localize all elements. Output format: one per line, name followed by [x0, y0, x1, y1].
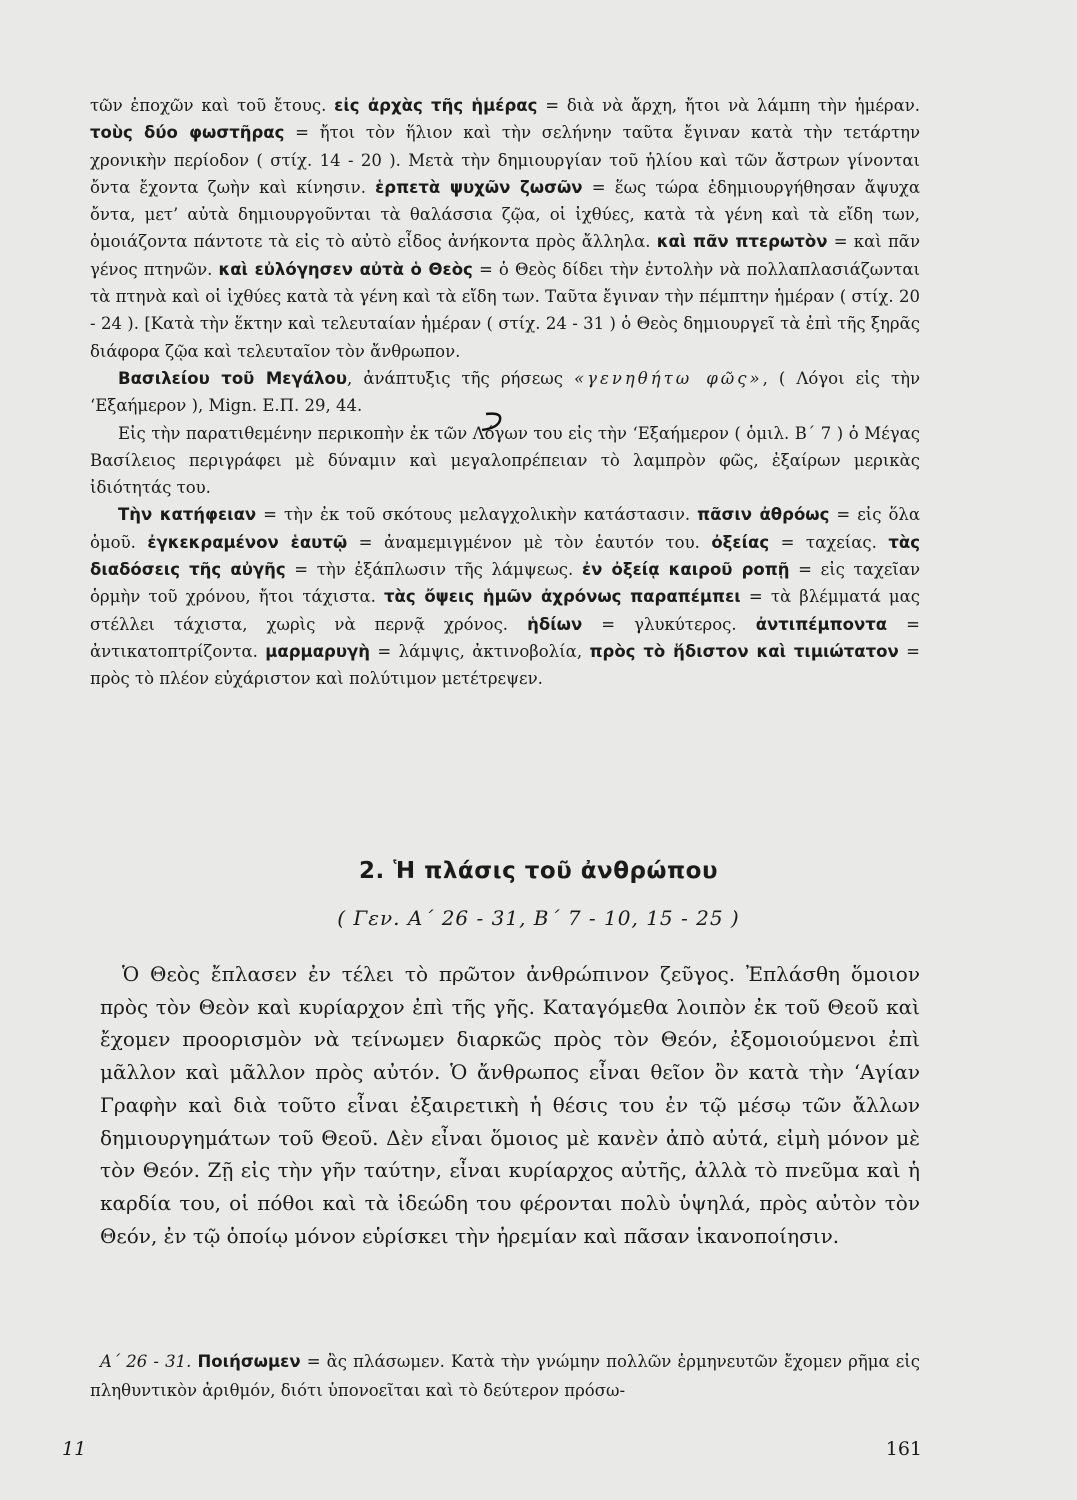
text-run: = λάμψις, ἀκτινοβολία, [369, 641, 590, 661]
section-heading: 2. Ἡ πλάσις τοῦ ἀνθρώπου [359, 858, 718, 884]
commentary-paragraph-1 [90, 92, 920, 365]
lemma: καὶ πᾶν πτερωτὸν [656, 232, 828, 252]
verse-commentary [90, 1348, 920, 1405]
lemma: καὶ εὐλόγησεν αὐτὰ ὁ Θεὸς [218, 259, 473, 279]
lemma: ἡδίων [527, 614, 583, 634]
text-run: , ἀνάπτυξις τῆς ρήσεως [347, 368, 575, 388]
text-run: = πρὸς τὸ πλέον εὐχάριστον καὶ πολύτιμον μετέτρεψεν. [90, 641, 920, 689]
lemma: τὰς διαδόσεις τῆς αὐγῆς [90, 532, 920, 580]
signature-mark: 11 [62, 1438, 87, 1460]
lemma: πᾶσιν ἀθρόως [697, 505, 830, 525]
text-run: = καὶ πᾶν γένος πτηνῶν. [90, 232, 920, 279]
text-run: = εἰς ταχεῖαν ὁρμὴν τοῦ χρόνου, ἤτοι τάχιστα. [90, 560, 921, 607]
lemma: ἑρπετὰ ψυχῶν ζωσῶν [375, 177, 583, 197]
scripture-reference: ( Γεν. Α΄ 26 - 31, Β΄ 7 - 10, 15 - 25 ) [337, 906, 740, 930]
lemma: Τὴν κατήφειαν [118, 505, 257, 525]
text-run: = ἂς πλάσωμεν. Κατὰ τὴν γνώμην πολλῶν ἑρμηνευτῶν ἔχομεν ρῆμα εἰς πληθυντικὸν ἀριθμόν, διότι ὑπονοεῖται καὶ τὸ δεύτερον πρόσω- [90, 1352, 921, 1400]
text-run: = γλυκύτερος. [582, 614, 756, 634]
main-paragraph: Ὁ Θεὸς ἔπλασεν ἐν τέλει τὸ πρῶτον ἀνθρώπινον ζεῦγος. Ἐπλάσθη ὅμοιον πρὸς τὸν Θεὸν καὶ κυρίαρχον ἐπὶ τῆς γῆς. Καταγόμεθα λοιπὸν ἐκ τοῦ Θεοῦ καὶ ἔχομεν προορισμὸν νὰ τείνωμεν διαρκῶς πρὸς τὸν Θεόν, ἐξομοιούμενοι ἐπὶ μᾶλλον καὶ μᾶλλον πρὸς αὐτόν. Ὁ ἄνθρωπος εἶναι θεῖον ὂν κατὰ τὴν ‘Αγίαν Γραφὴν καὶ διὰ τοῦτο εἶναι ἐξαιρετικὴ ἡ θέσις του ἐν τῷ μέσῳ τῶν ἄλλων δημιουργημάτων τοῦ Θεοῦ. Δὲν εἶναι ὅμοιος μὲ κανὲν ἀπὸ αὐτά, εἰμὴ μόνον μὲ τὸν Θεόν. Ζῇ εἰς τὴν γῆν ταύτην, εἶναι κυρίαρχος αὐτῆς, ἀλλὰ τὸ πνεῦμα καὶ ἡ καρδία του, οἱ πόθοι καὶ τὰ ἰδεώδη του φέρονται πολὺ ὑψηλά, πρὸς αὐτὸν τὸν Θεόν, ἐν τῷ ὁποίῳ μόνον εὑρίσκει τὴν ἠρεμίαν καὶ πᾶσαν ἱκανοποίησιν. [100, 962, 920, 1248]
lemma: ἀντιπέμποντα [755, 614, 888, 634]
text-run: = τὴν ἐξάπλωσιν τῆς λάμψεως. [285, 560, 582, 580]
text-run: = τὰ βλέμματά μας στέλλει τάχιστα, χωρὶς νὰ περνᾷ χρόνος. [90, 587, 920, 634]
text-run: = ἀντικατοπτρίζοντα. [90, 614, 920, 661]
notes-block [90, 92, 920, 693]
text-run: = ἕως τώρα ἐδημιουργήθησαν ἄψυχα ὄντα, μετ’ αὐτὰ δημιουργοῦνται τὰ θαλάσσια ζῷα, οἱ ἰχθύες, κατὰ τὰ γένη καὶ τὰ εἴδη των, ὁμοιάζοντα πάντοτε τὰ εἰς τὸ αὐτὸ εἶδος ἀνήκοντα πρὸς ἄλληλα. [90, 177, 921, 252]
glossary-paragraph [90, 501, 920, 692]
text-run: , ( Λόγοι εἰς τὴν ‘Εξαήμερον ), Mign. Ε.Π. 29, 44. [90, 368, 921, 416]
text-run: = εἰς ὅλα ὁμοῦ. [90, 505, 920, 552]
text-run: = ἤτοι τὸν ἥλιον καὶ τὴν σελήνην ταῦτα ἔγιναν κατὰ τὴν τετάρτην χρονικὴν περίοδον ( στίχ. 14 - 20 ). Μετὰ τὴν δημιουργίαν τοῦ ἡλίου καὶ τῶν ἄστρων γίνονται ὄντα ἔχοντα ζωὴν καὶ κίνησιν. [90, 123, 920, 197]
verse-ref: Α΄ 26 - 31. [100, 1352, 192, 1371]
lemma: τὰς ὄψεις ἡμῶν ἀχρόνως παραπέμπει [384, 587, 741, 607]
author-name: Βασιλείου τοῦ Μεγάλου [118, 368, 347, 388]
quoted-phrase: «γενηθήτω φῶς» [574, 368, 763, 388]
text-run: = τὴν ἐκ τοῦ σκότους μελαγχολικὴν κατάστασιν. [256, 505, 698, 525]
text-run: = διὰ νὰ ἄρχη, ἤτοι νὰ λάμπη τὴν ἡμέραν. [537, 96, 921, 115]
lemma: ἐγκεκραμένον ἑαυτῷ [147, 532, 348, 552]
lemma: ἐν ὀξείᾳ καιροῦ ροπῇ [581, 560, 790, 580]
lemma: ὀξείας [711, 532, 770, 552]
page-number: 161 [885, 1438, 922, 1460]
lemma: Ποιήσωμεν [197, 1352, 301, 1371]
lemma: πρὸς τὸ ἥδιστον καὶ τιμιώτατον [589, 641, 899, 661]
text-run: = ὁ Θεὸς δίδει τὴν ἐντολὴν νὰ πολλαπλασιάζωνται τὰ πτηνὰ καὶ οἱ ἰχθύες κατὰ τὰ γένη καὶ τὰ εἴδη των. Ταῦτα ἔγιναν τὴν πέμπτην ἡμέραν ( στίχ. 20 - 24 ). [Κατὰ τὴν ἕκτην καὶ τελευταίαν ἡμέραν ( στίχ. 24 - 31 ) ὁ Θεὸς δημιουργεῖ τὰ ἐπὶ τῆς ξηρᾶς διάφορα ζῷα καὶ τελευταῖον τὸν ἄνθρωπον. [90, 259, 921, 361]
commentary-paragraph-3: Εἰς τὴν παρατιθεμένην περικοπὴν ἐκ τῶν Λόγων του εἰς τὴν ‘Εξαήμερον ( ὁμιλ. Β΄ 7 ) ὁ Μέγας Βασίλειος περιγράφει μὲ δύναμιν καὶ μεγαλοπρέπειαν τὸ λαμπρὸν φῶς, ἐξαίρων μερικὰς ἰδιότητάς του. [90, 423, 920, 498]
lemma: εἰς ἀρχὰς τῆς ἡμέρας [334, 96, 538, 115]
text-run: = ταχείας. [769, 532, 889, 552]
handwritten-bracket-mark [478, 408, 514, 436]
lemma: μαρμαρυγὴ [265, 641, 370, 661]
text-run: = ἀναμεμιγμένον μὲ τὸν ἑαυτόν του. [347, 532, 712, 552]
text-run: τῶν ἐποχῶν καὶ τοῦ ἔτους. [90, 96, 335, 115]
lemma: τοὺς δύο φωστῆρας [90, 123, 285, 143]
